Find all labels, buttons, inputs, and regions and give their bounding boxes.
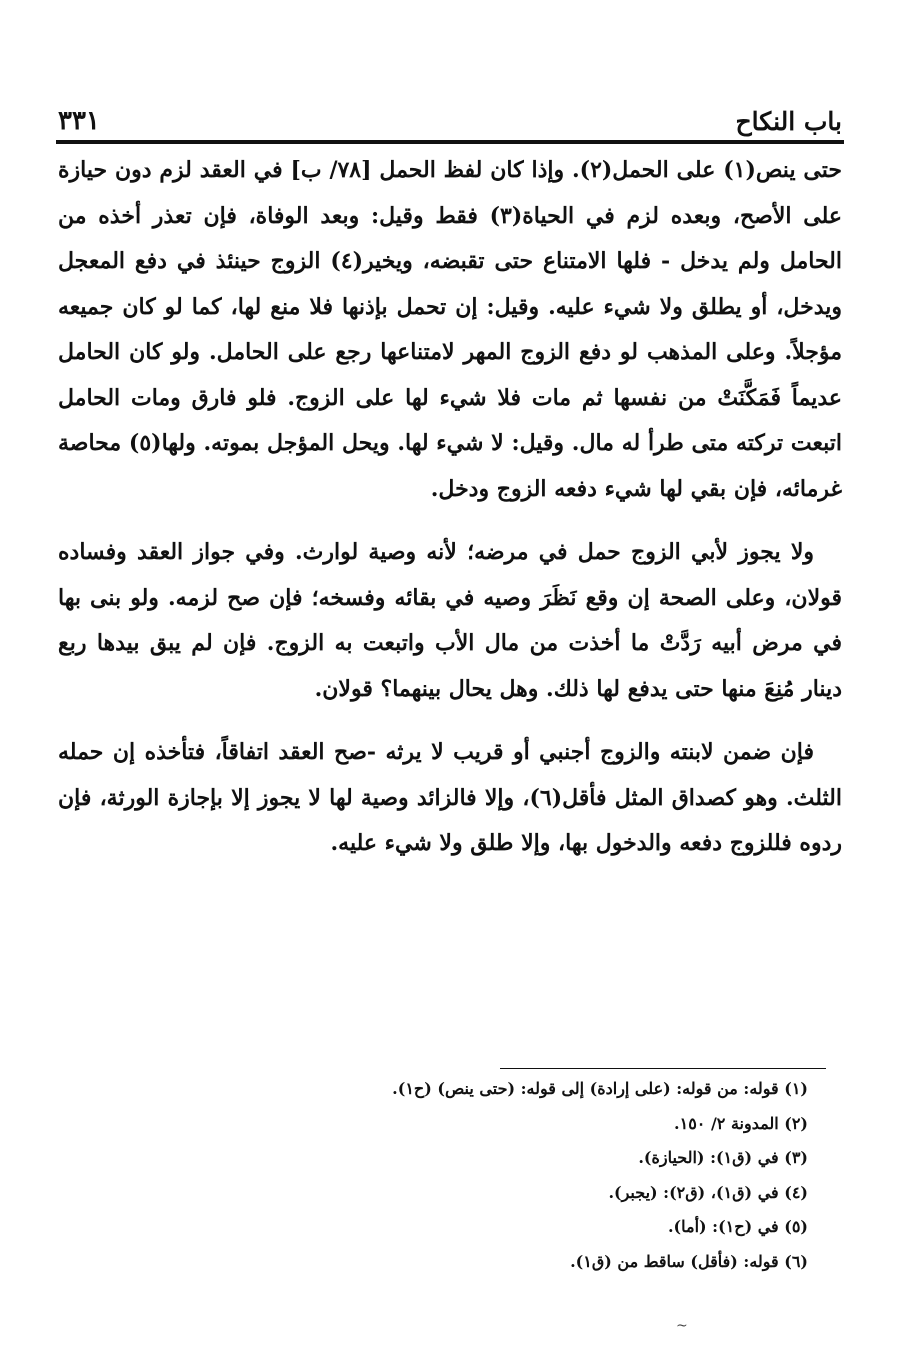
- footnote-separator: [500, 1068, 826, 1069]
- footnotes: [58, 1072, 808, 1279]
- header-rule: [56, 140, 844, 144]
- page-number: ٣٣١: [58, 106, 100, 136]
- bottom-mark: ~: [676, 1318, 688, 1334]
- paragraph-1: حتى ينص(١) على الحمل(٢). وإذا كان لفظ الحمل [٧٨/ ب] في العقد لزم دون حيازة على الأصح، وبعده لزم في الحياة(٣) فقط وقيل: وبعد الوفاة، فإن تعذر أخذه من الحامل ولم يدخل - فلها الامتناع حتى تقبضه، ويخير(٤) الزوج حينئذ في دفع المعجل ويدخل، أو يطلق ولا شيء عليه. وقيل: إن تحمل بإذنها فلا منع لها، كما لو كان جميعه مؤجلاً. وعلى المذهب لو دفع الزوج المهر لامتناعها رجع على الحامل. ولو كان الحامل عديماً فَمَكَّنَتْ من نفسها ثم مات فلا شيء لها على الزوج. فلو فارق ومات الحامل اتبعت تركته متى طرأ له مال. وقيل: لا شيء لها. ويحل المؤجل بموته. ولها(٥) محاصة غرمائه، فإن بقي لها شيء دفعه الزوج ودخل.: [58, 157, 843, 502]
- footnote-4: (٤) في (ق١)، (ق٢): (يجبر).: [608, 1182, 808, 1202]
- paragraph-3: فإن ضمن لابنته والزوج أجنبي أو قريب لا يرثه -صح العقد اتفاقاً، فتأخذه إن حمله الثلث. وهو كصداق المثل فأقل(٦)، وإلا فالزائد وصية لها لا يجوز إلا بإجازة الورثة، فإن ردوه فللزوج دفعه والدخول بها، وإلا طلق ولا شيء عليه.: [58, 739, 842, 856]
- footnote-6: (٦) قوله: (فأقل) ساقط من (ق١).: [570, 1251, 808, 1271]
- running-head: [58, 92, 842, 136]
- main-text: [58, 148, 842, 885]
- footnote-1: (١) قوله: من قوله: (على إرادة) إلى قوله: (حتى ينص) (ح١).: [392, 1079, 808, 1098]
- running-title: باب النكاح: [735, 107, 842, 136]
- footnote-5: (٥) في (ح١): (أما).: [667, 1217, 808, 1236]
- paragraph-2: ولا يجوز لأبي الزوج حمل في مرضه؛ لأنه وصية لوارث. وفي جواز العقد وفساده قولان، وعلى الصحة إن وقع نَظَرَ وصيه في بقائه وفسخه؛ فإن صح لزمه. ولو بنى بها في مرض أبيه رَدَّتْ ما أخذت من مال الأب واتبعت به الزوج. فإن لم يبق بيدها ربع دينار مُنِعَ منها حتى يدفع لها ذلك. وهل يحال بينهما؟ قولان.: [58, 539, 842, 702]
- footnote-2: (٢) المدونة ٢/ ١٥٠.: [674, 1113, 808, 1133]
- footnote-3: (٣) في (ق١): (الحيازة).: [638, 1148, 808, 1167]
